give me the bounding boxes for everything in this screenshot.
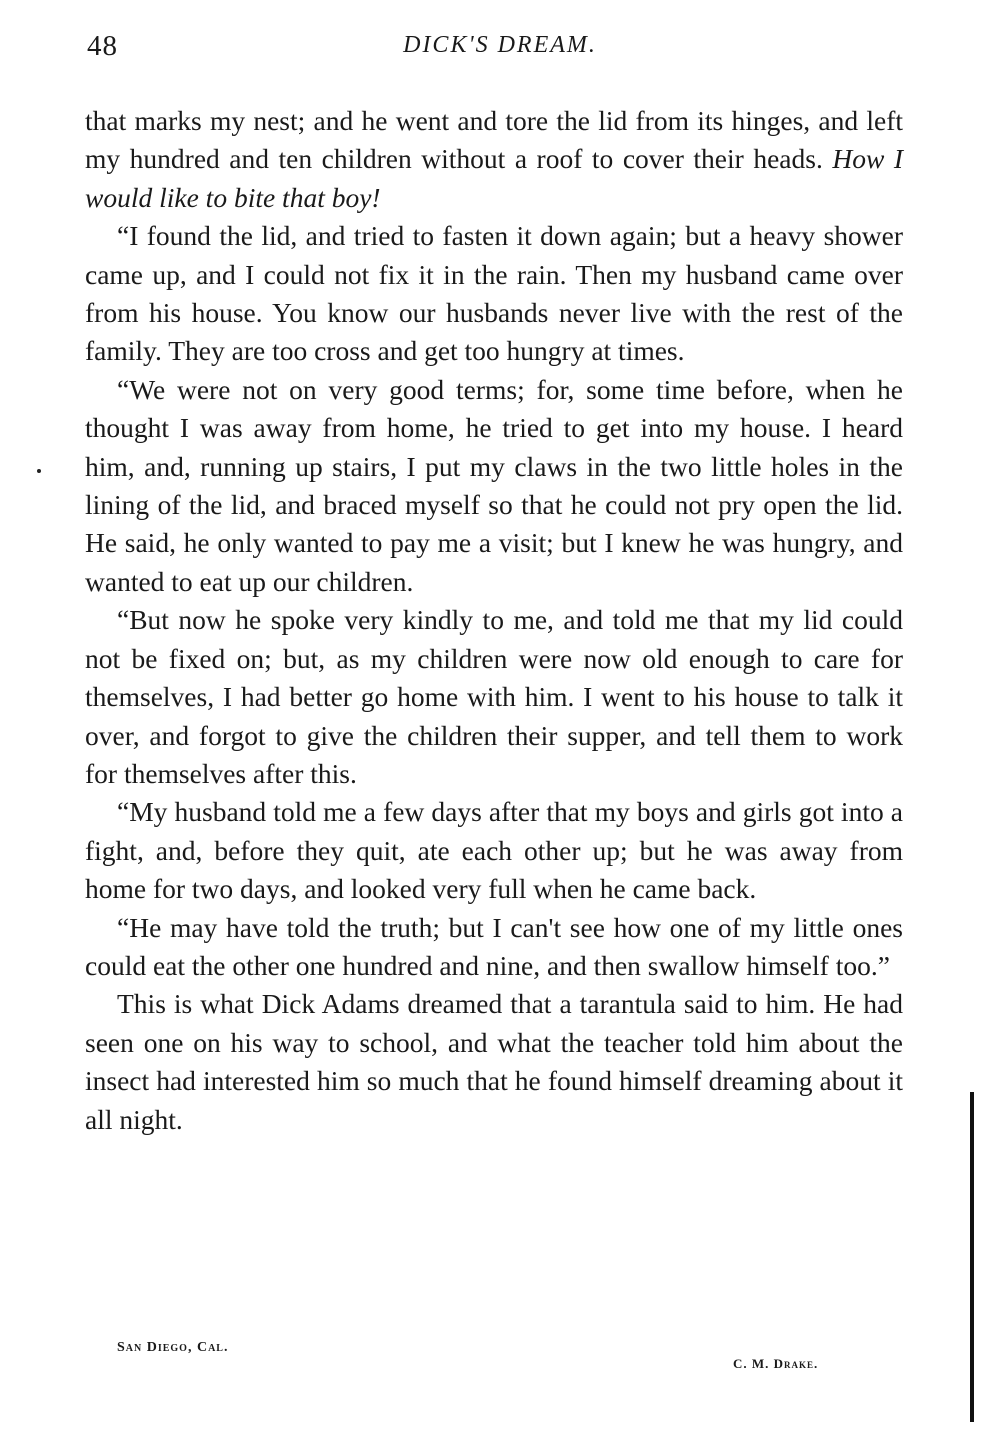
- paragraph-7: This is what Dick Adams dreamed that a tarantula said to him. He had seen one on his way to school, and what the teacher told him about the insect had interested him so much that he found himself dreaming about it all night.: [85, 988, 903, 1135]
- margin-rule: [970, 1092, 974, 1422]
- italic-exclamation: How I would like to bite that boy!: [85, 143, 903, 213]
- paragraph-text: that marks my nest; and he went and tore the lid from its hinges, and left my hundred and ten children without a roof to cover their heads.: [85, 105, 903, 175]
- paragraph-6: “He may have told the truth; but I can't see how one of my little ones could eat the other one hundred and nine, and then swallow himself too.”: [85, 911, 903, 981]
- paragraph-3: “We were not on very good terms; for, some time before, when he thought I was away from home, he tried to get into my house. I heard him, and, running up stairs, I put my claws in the two little holes in the lining of the lid, and braced myself so that he could not pry open the lid. He said, he only wanted to pay me a visit; but I knew he was hungry, and wanted to eat up our children.: [85, 373, 903, 597]
- paragraph-4: “But now he spoke very kindly to me, and told me that my lid could not be fixed on; but, as my children were now old enough to care for themselves, I had better go home with him. I went to his house to talk it over, and forgot to give the children their supper, and tell them to work for themselves after this.: [85, 604, 903, 789]
- paragraph-1: [85, 102, 903, 217]
- paragraph-5: “My husband told me a few days after that my boys and girls got into a fight, and, before they quit, ate each other up; but he was away from home for two days, and looked very full when he came back.: [85, 796, 903, 905]
- running-title: DICK'S DREAM.: [403, 32, 597, 58]
- page-number: 48: [87, 30, 118, 62]
- author-signature: C. M. Drake.: [733, 1356, 819, 1371]
- body-text: [85, 102, 903, 1139]
- paragraph-2: “I found the lid, and tried to fasten it down again; but a heavy shower came up, and I could not fix it in the rain. Then my husband came over from his house. You know our husbands never live with the rest of the family. They are too cross and get too hungry at times.: [85, 220, 903, 367]
- ink-speck: [37, 469, 41, 473]
- location-signature: San Diego, Cal.: [117, 1340, 229, 1355]
